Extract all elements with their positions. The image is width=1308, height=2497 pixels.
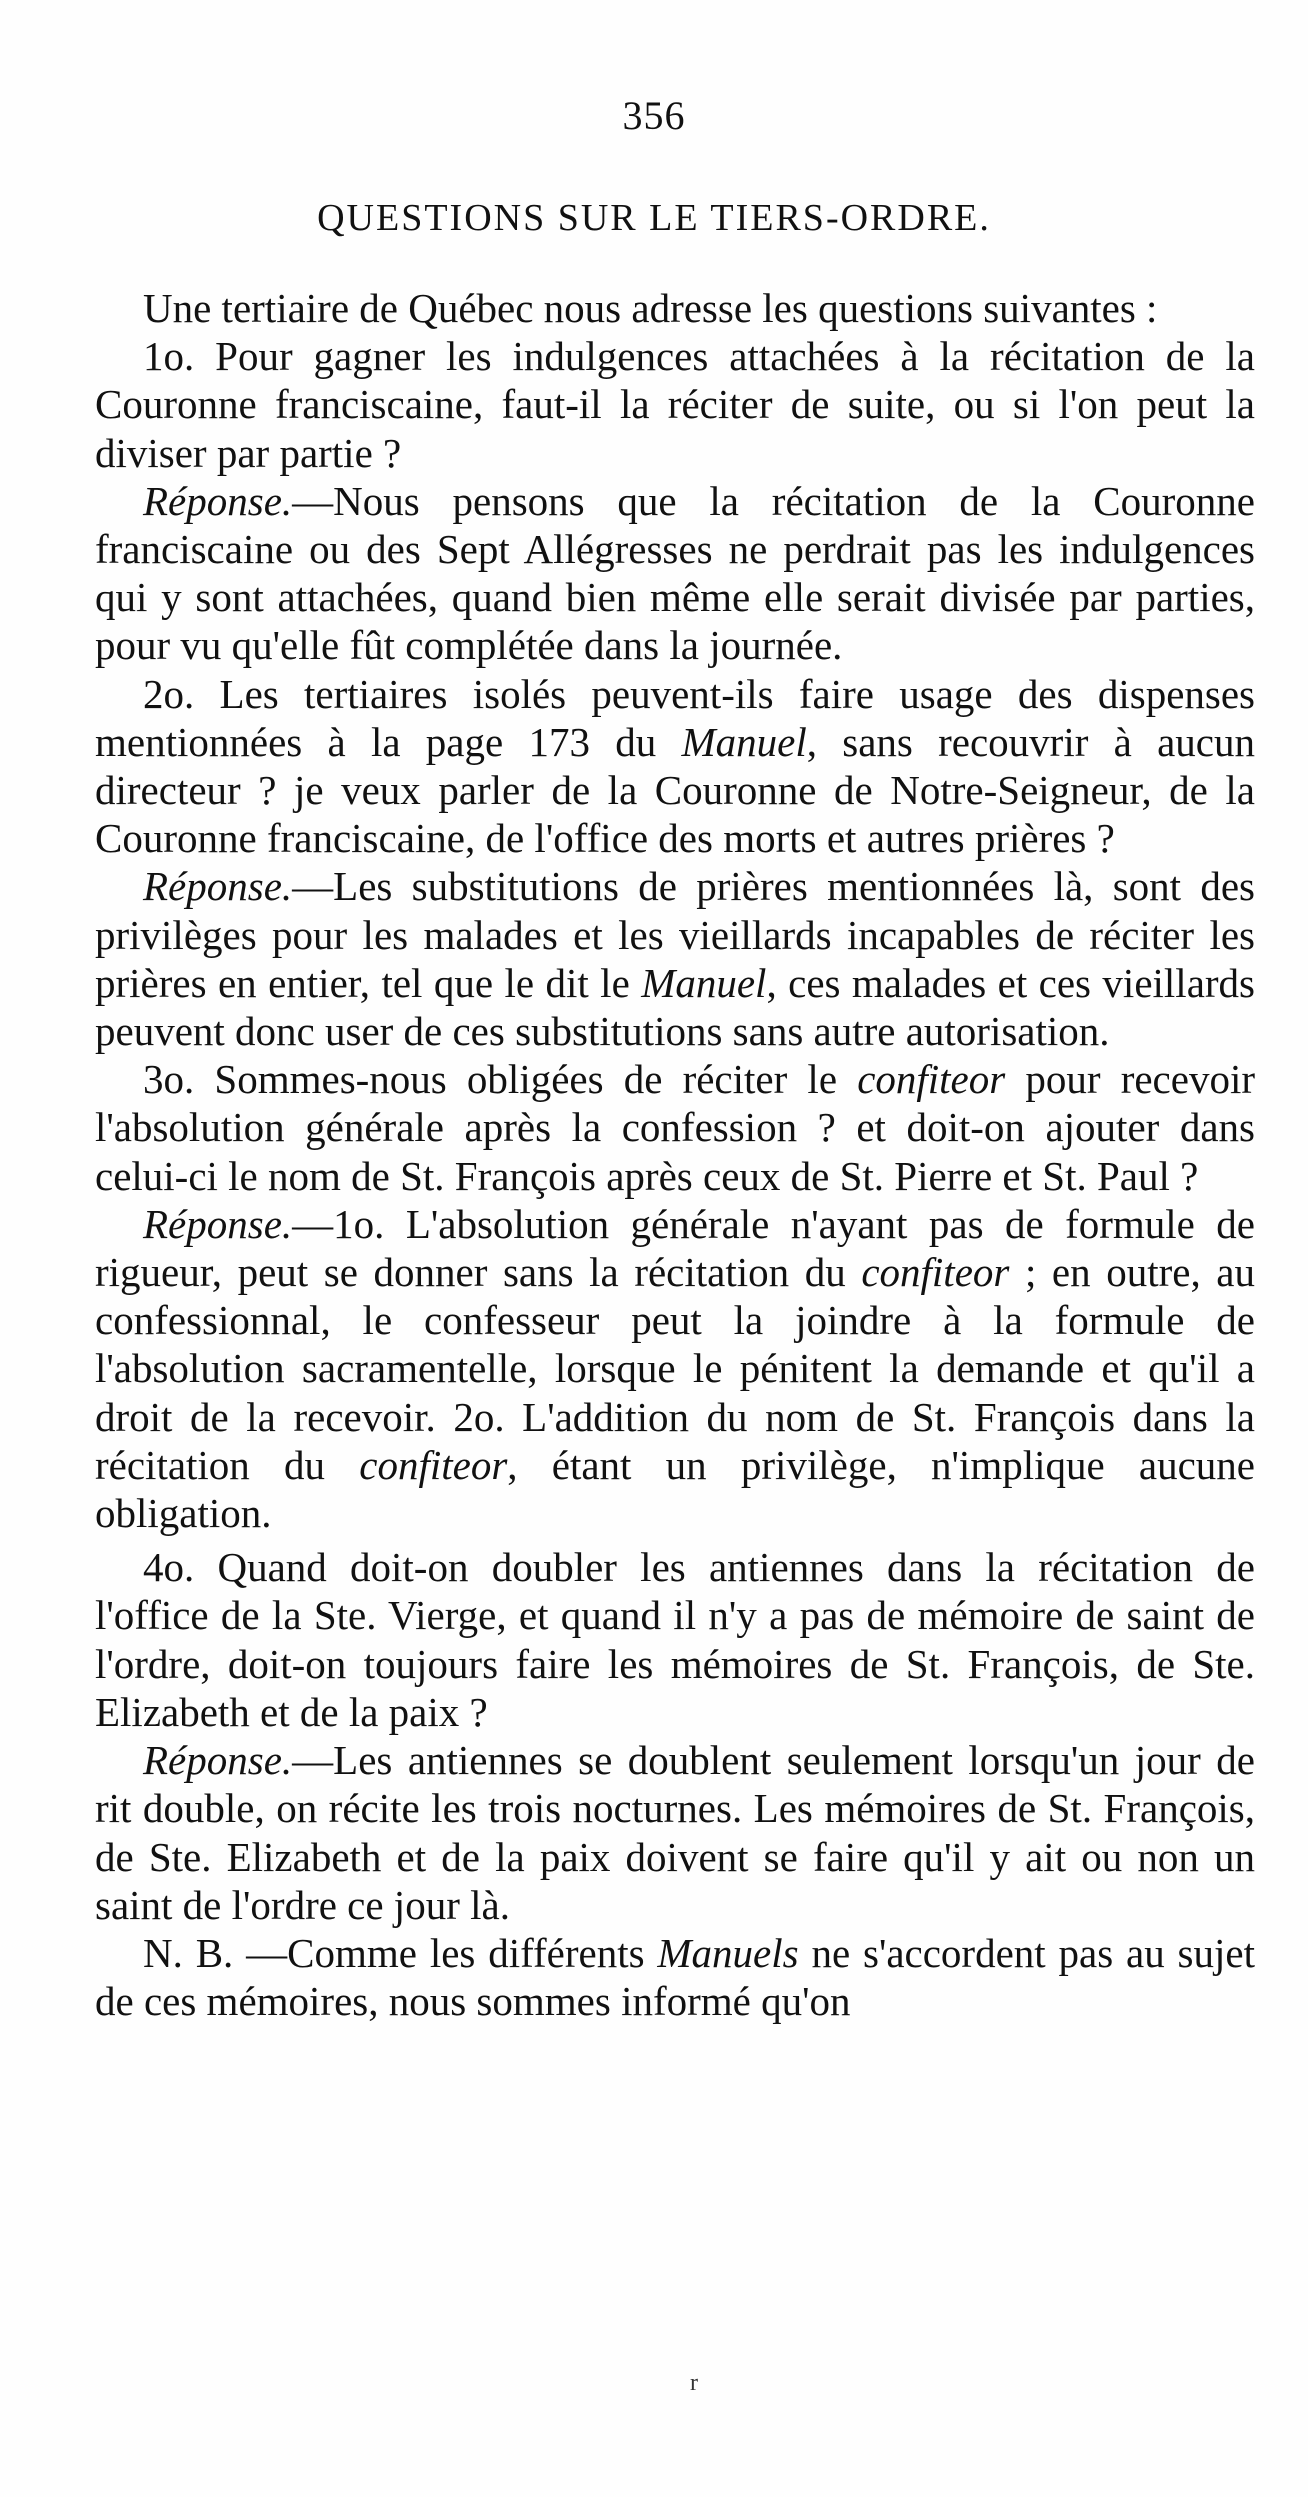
answer-text: —Les antiennes se doublent seulement lorsqu'un jour de rit double, on récite les trois nocturnes. Les mémoires de St. François, de Ste. Elizabeth et de la paix doivent se faire qu'il y ait ou non un saint de l'ordre ce jour là. xyxy=(95,1737,1255,1928)
footer-mark: r xyxy=(690,2370,698,2396)
question-text: , sans recouvrir à aucun directeur ? je veux parler de la Couronne de Notre-Seigneur, de la Couronne franciscaine, de l'office des morts et autres prières ? xyxy=(95,718,1256,862)
answer-2 xyxy=(95,862,1255,1055)
emphasis: confiteor xyxy=(857,1056,1006,1103)
nota-bene xyxy=(95,1929,1255,2025)
emphasis: confiteor xyxy=(359,1441,508,1488)
answer-label: Réponse. xyxy=(143,477,293,524)
emphasis: Manuel xyxy=(641,959,767,1006)
emphasis: Manuels xyxy=(657,1929,799,1976)
answer-label: Réponse. xyxy=(143,1200,293,1247)
question-2 xyxy=(95,670,1255,863)
nb-text: ne s'accordent pas au sujet de ces mémoires, nous sommes informé qu'on xyxy=(95,1929,1255,2025)
intro-paragraph: Une tertiaire de Québec nous adresse les questions suivantes : xyxy=(143,285,1158,331)
answer-text: —1o. L'absolution générale n'ayant pas de formule de rigueur, peut se donner sans la récitation du xyxy=(95,1200,1255,1296)
article-body xyxy=(95,284,1255,2025)
page-number: 356 xyxy=(622,93,686,138)
answer-4 xyxy=(95,1736,1255,1929)
nb-text: N. B. —Comme les différents xyxy=(143,1929,658,1976)
emphasis: confiteor xyxy=(861,1249,1010,1296)
question-3 xyxy=(95,1055,1255,1200)
answer-label: Réponse. xyxy=(143,1737,293,1784)
emphasis: Manuel xyxy=(681,718,807,765)
answer-text: , ces malades et ces vieillards peuvent donc user de ces substitutions sans autre autorisation. xyxy=(95,959,1255,1055)
question-text: pour recevoir l'absolution générale après la confession ? et doit-on ajouter dans celui-ci le nom de St. François après ceux de St. Pierre et St. Paul ? xyxy=(95,1056,1255,1199)
question-text: 3o. Sommes-nous obligées de réciter le xyxy=(143,1056,858,1103)
page-title: QUESTIONS SUR LE TIERS-ORDRE. xyxy=(317,197,991,239)
answer-text: ; en outre, au confessionnal, le confesseur peut la joindre à la formule de l'absolution sacramentelle, lorsque le pénitent la demande et qu'il a droit de la recevoir. 2o. L'addition du nom de St. François dans la récitation du xyxy=(95,1249,1255,1488)
answer-1 xyxy=(95,477,1255,670)
answer-3 xyxy=(95,1200,1255,1537)
question-1: 1o. Pour gagner les indulgences attachées à la récitation de la Couronne franciscaine, faut-il la réciter de suite, ou si l'on peut la diviser par partie ? xyxy=(95,333,1255,476)
answer-text: —Nous pensons que la récitation de la Couronne franciscaine ou des Sept Allégresses ne perdrait pas les indulgences qui y sont attachées, quand bien même elle serait divisée par parties, pour vu qu'elle fût complétée dans la journée. xyxy=(95,477,1255,669)
question-4: 4o. Quand doit-on doubler les antiennes dans la récitation de l'office de la Ste. Vierge, et quand il n'y a pas de mémoire de saint de l'ordre, doit-on toujours faire les mémoires de St. François, de Ste. Elizabeth et de la paix ? xyxy=(95,1544,1255,1735)
question-text: 2o. Les tertiaires isolés peuvent-ils faire usage des dispenses mentionnées à la page 173 du xyxy=(95,670,1255,765)
answer-label: Réponse. xyxy=(143,863,293,910)
answer-text: —Les substitutions de prières mentionnées là, sont des privilèges pour les malades et les vieillards incapables de réciter les prières en entier, tel que le dit le xyxy=(95,863,1255,1006)
answer-text: , étant un privilège, n'implique aucune obligation. xyxy=(95,1441,1255,1537)
